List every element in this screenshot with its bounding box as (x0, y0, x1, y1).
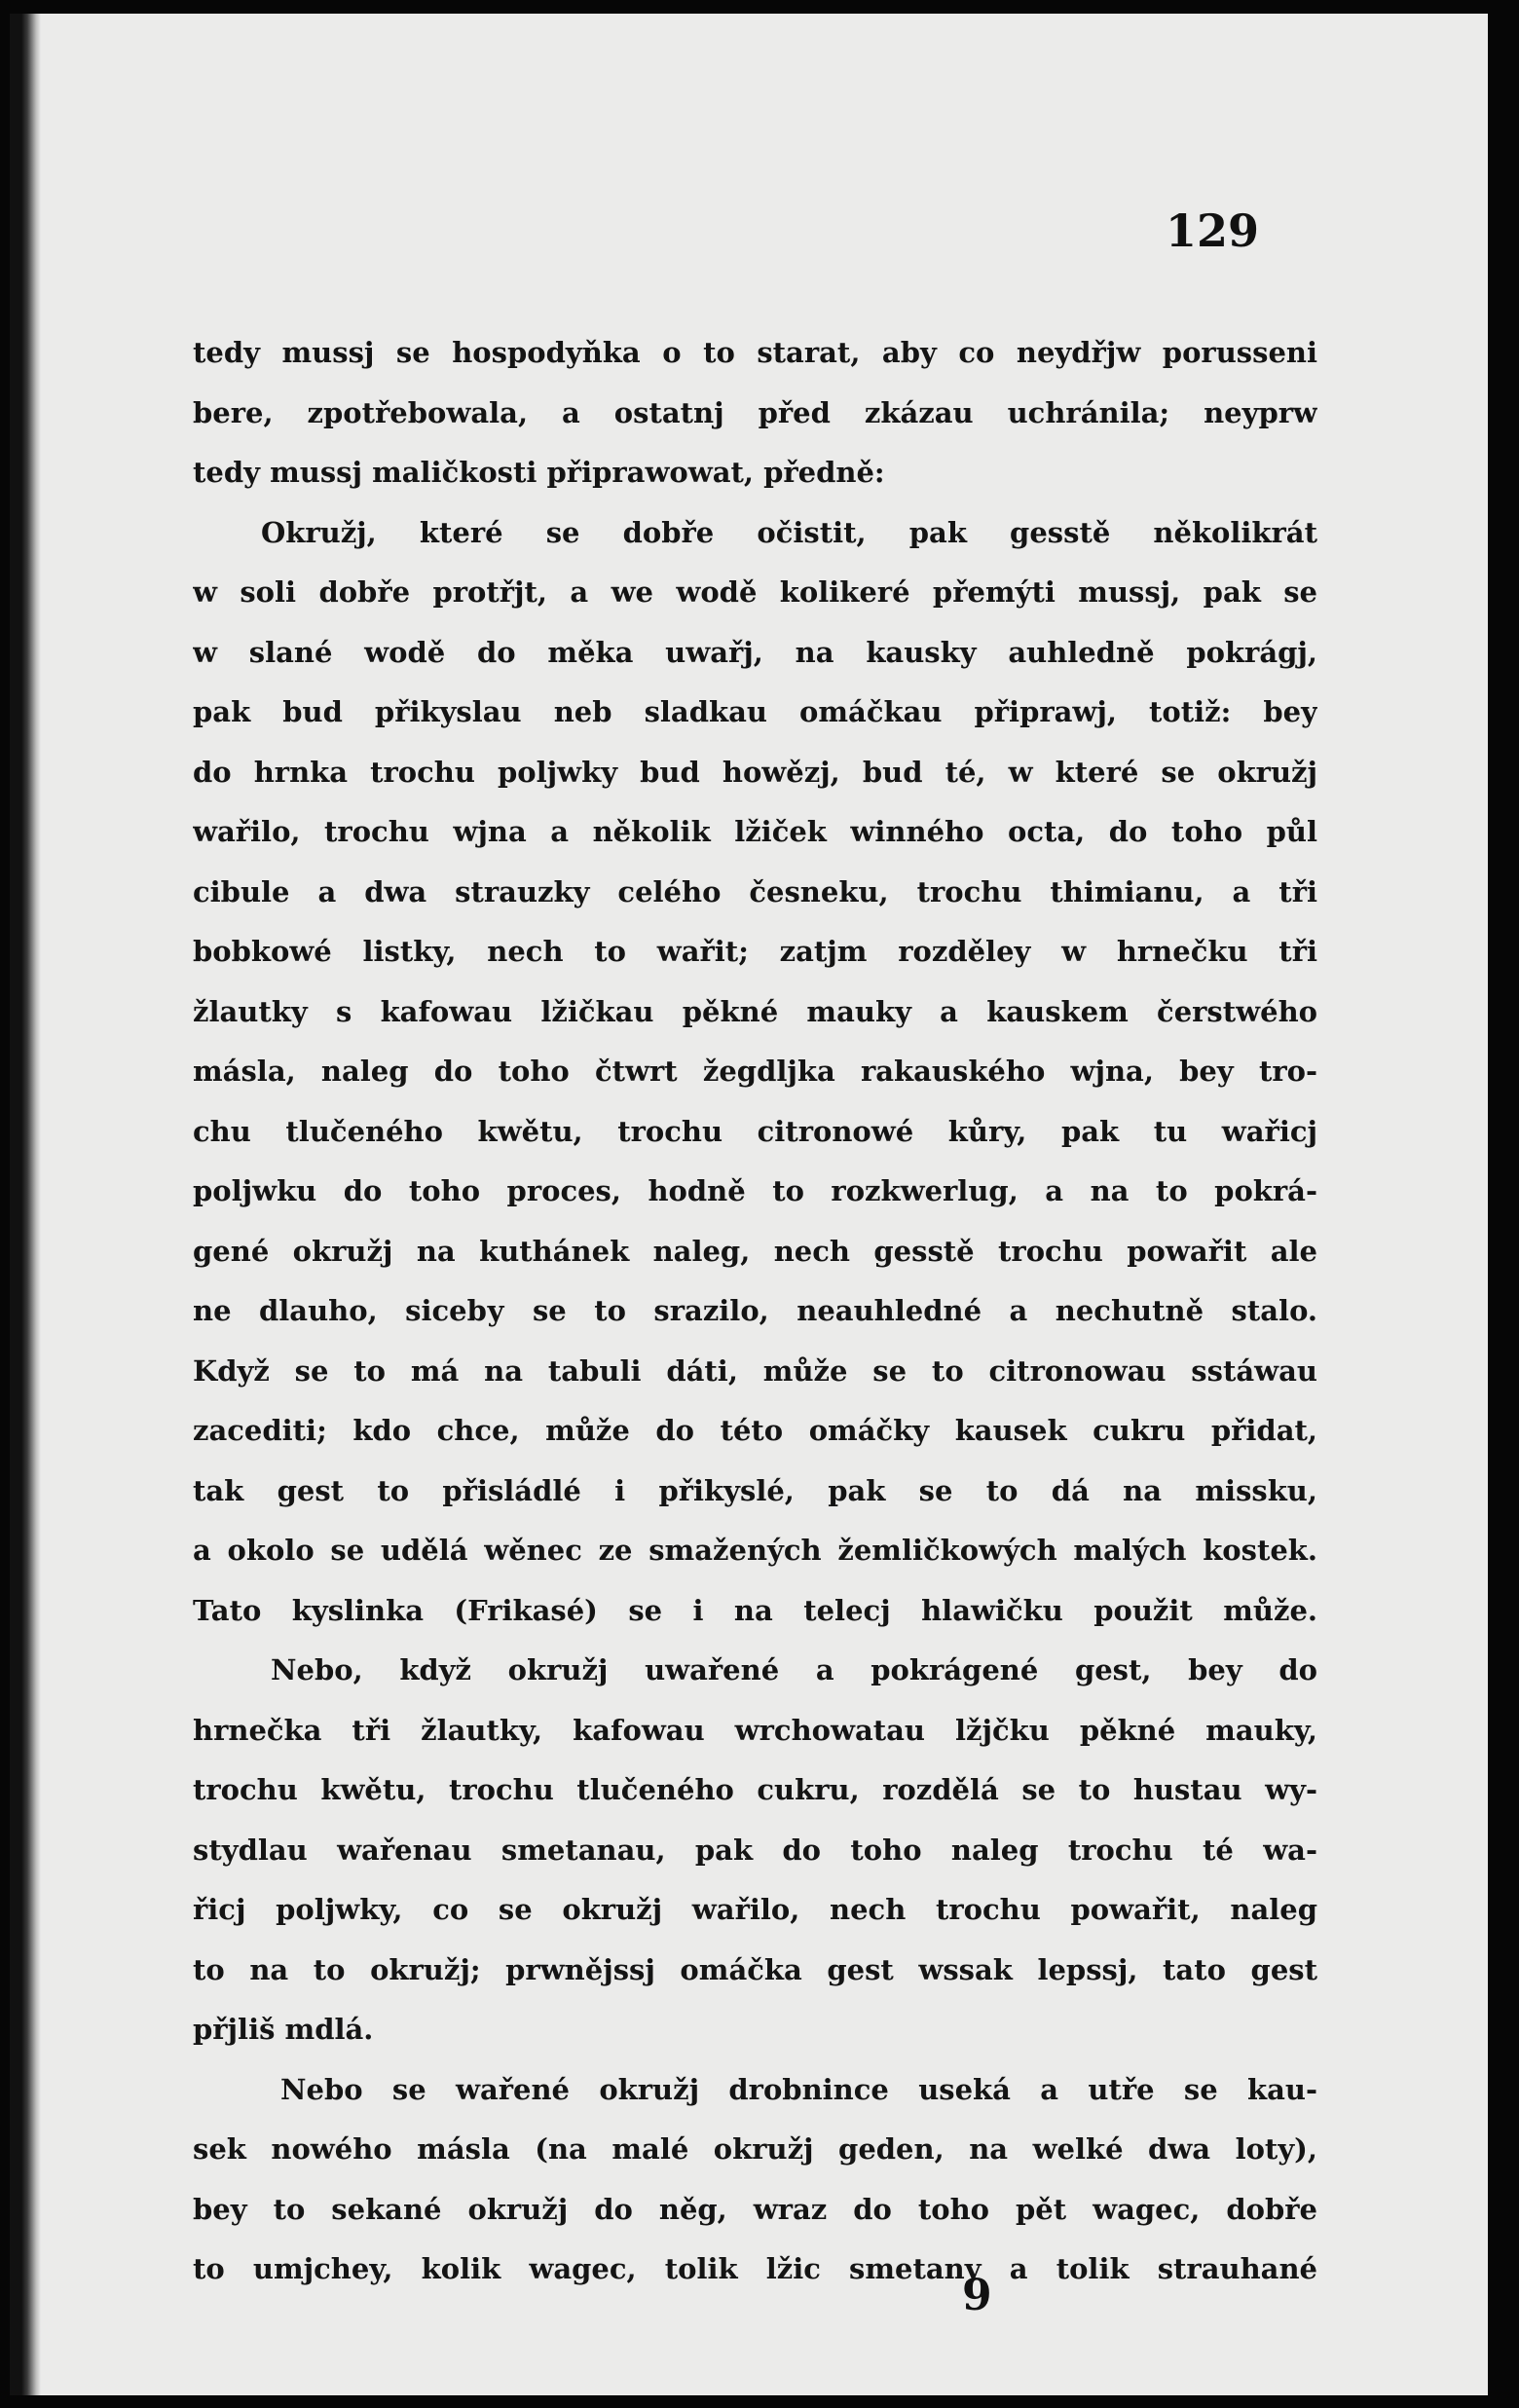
text-line: tedy mussj se hospodyňka o to starat, aby co neydřjw porusseni (193, 336, 1317, 369)
page-gutter-shadow (10, 14, 41, 2395)
text-line: cibule a dwa strauzky celého česneku, trochu thimianu, a tři (193, 874, 1317, 908)
text-line: ne dlauho, sicebу se to srazilo, neauhledné a nechutně stalo. (193, 1294, 1317, 1327)
text-line: a okolo se udělá wěnec ze smažených žemličkowých malých kostek. (193, 1534, 1317, 1567)
text-line: žlautky s kafowau lžičkau pěkné mauky a kauskem čerstwého (193, 994, 1317, 1028)
text-line: chu tlučeného kwětu, trochu citronowé kůry, pak tu wařicj (193, 1114, 1317, 1148)
signature-mark: 9 (962, 2271, 992, 2320)
text-line: bobkowé listky, nech to wařit; zatjm rozděley w hrnečku tři (193, 935, 1317, 968)
text-line: Nebo se wařené okružj drobnince useká a utře se kau- (280, 2072, 1317, 2106)
text-line: bere, zpotřebowala, a ostatnj před zkázau uchránila; neyprw (193, 395, 1317, 429)
text-line: přjliš mdlá. (193, 2013, 374, 2046)
text-line: w slané wodě do měka uwařj, na kausky auhledně pokrágj, (193, 635, 1317, 669)
text-line: sek nowého másla (na malé okružj geden, na welké dwa loty), (193, 2132, 1317, 2166)
body-text (193, 323, 1317, 2300)
text-line: Tato kyslinka (Frikasé) se i na telecj hlawičku použit může. (193, 1593, 1317, 1627)
text-line: Nebo, když okružj uwařené a pokrágené gest, bey do (271, 1653, 1317, 1686)
text-line: hrnečka tři žlautky, kafowau wrchowatau lžjčku pěkné mauky, (193, 1713, 1317, 1747)
text-line: to na to okružj; prwnějssj omáčka gest wssak lepssj, tato gest (193, 1952, 1317, 1986)
text-line: Když se to má na tabuli dáti, může se to citronowau sstáwau (193, 1353, 1317, 1388)
text-line: stydlau wařenau smetanau, pak do toho naleg trochu té wa- (193, 1833, 1317, 1867)
text-line: trochu kwětu, trochu tlučeného cukru, rozdělá se to hustau wy- (193, 1773, 1317, 1806)
text-line: pak bud přikyslau neb sladkau omáčkau připrawj, totiž: bey (193, 695, 1317, 728)
text-line: poljwku do toho proces, hodně to rozkwerlug, a na to pokrá- (193, 1174, 1317, 1207)
text-line: Okružj, které se dobře očistit, pak gesstě několikrát (261, 515, 1317, 549)
text-line: gené okružj na kuthánek naleg, nech gesstě trochu powařit ale (193, 1234, 1317, 1268)
text-line: do hrnka trochu poljwky bud howězj, bud té, w které se okružj (193, 755, 1317, 789)
text-line: zacediti; kdo chce, může do této omáčky kausek cukru přidat, (193, 1414, 1317, 1447)
text-line: bey to sekané okružj do něg, wraz do toho pět wagec, dobře (193, 2192, 1317, 2226)
text-line: wařilo, trochu wjna a několik lžiček winného octa, do toho půl (193, 815, 1317, 848)
text-line: tedy mussj maličkosti připrawowat, předně: (193, 456, 885, 489)
text-line: řicj poljwky, co se okružj wařilo, nech trochu powařit, naleg (193, 1893, 1317, 1926)
text-line: w soli dobře protřjt, a we wodě kolikeré přemýti mussj, pak se (193, 575, 1317, 609)
book-page (10, 14, 1488, 2395)
text-line: másla, naleg do toho čtwrt žegdljka rakauského wjna, bey tro- (193, 1055, 1317, 1088)
text-line: to umjchey, kolik wagec, tolik lžic smetany a tolik strauhané (193, 2252, 1317, 2285)
page-number: 129 (1165, 204, 1259, 257)
text-line: tak gest to přisládlé i přikyslé, pak se to dá na missku, (193, 1473, 1317, 1507)
